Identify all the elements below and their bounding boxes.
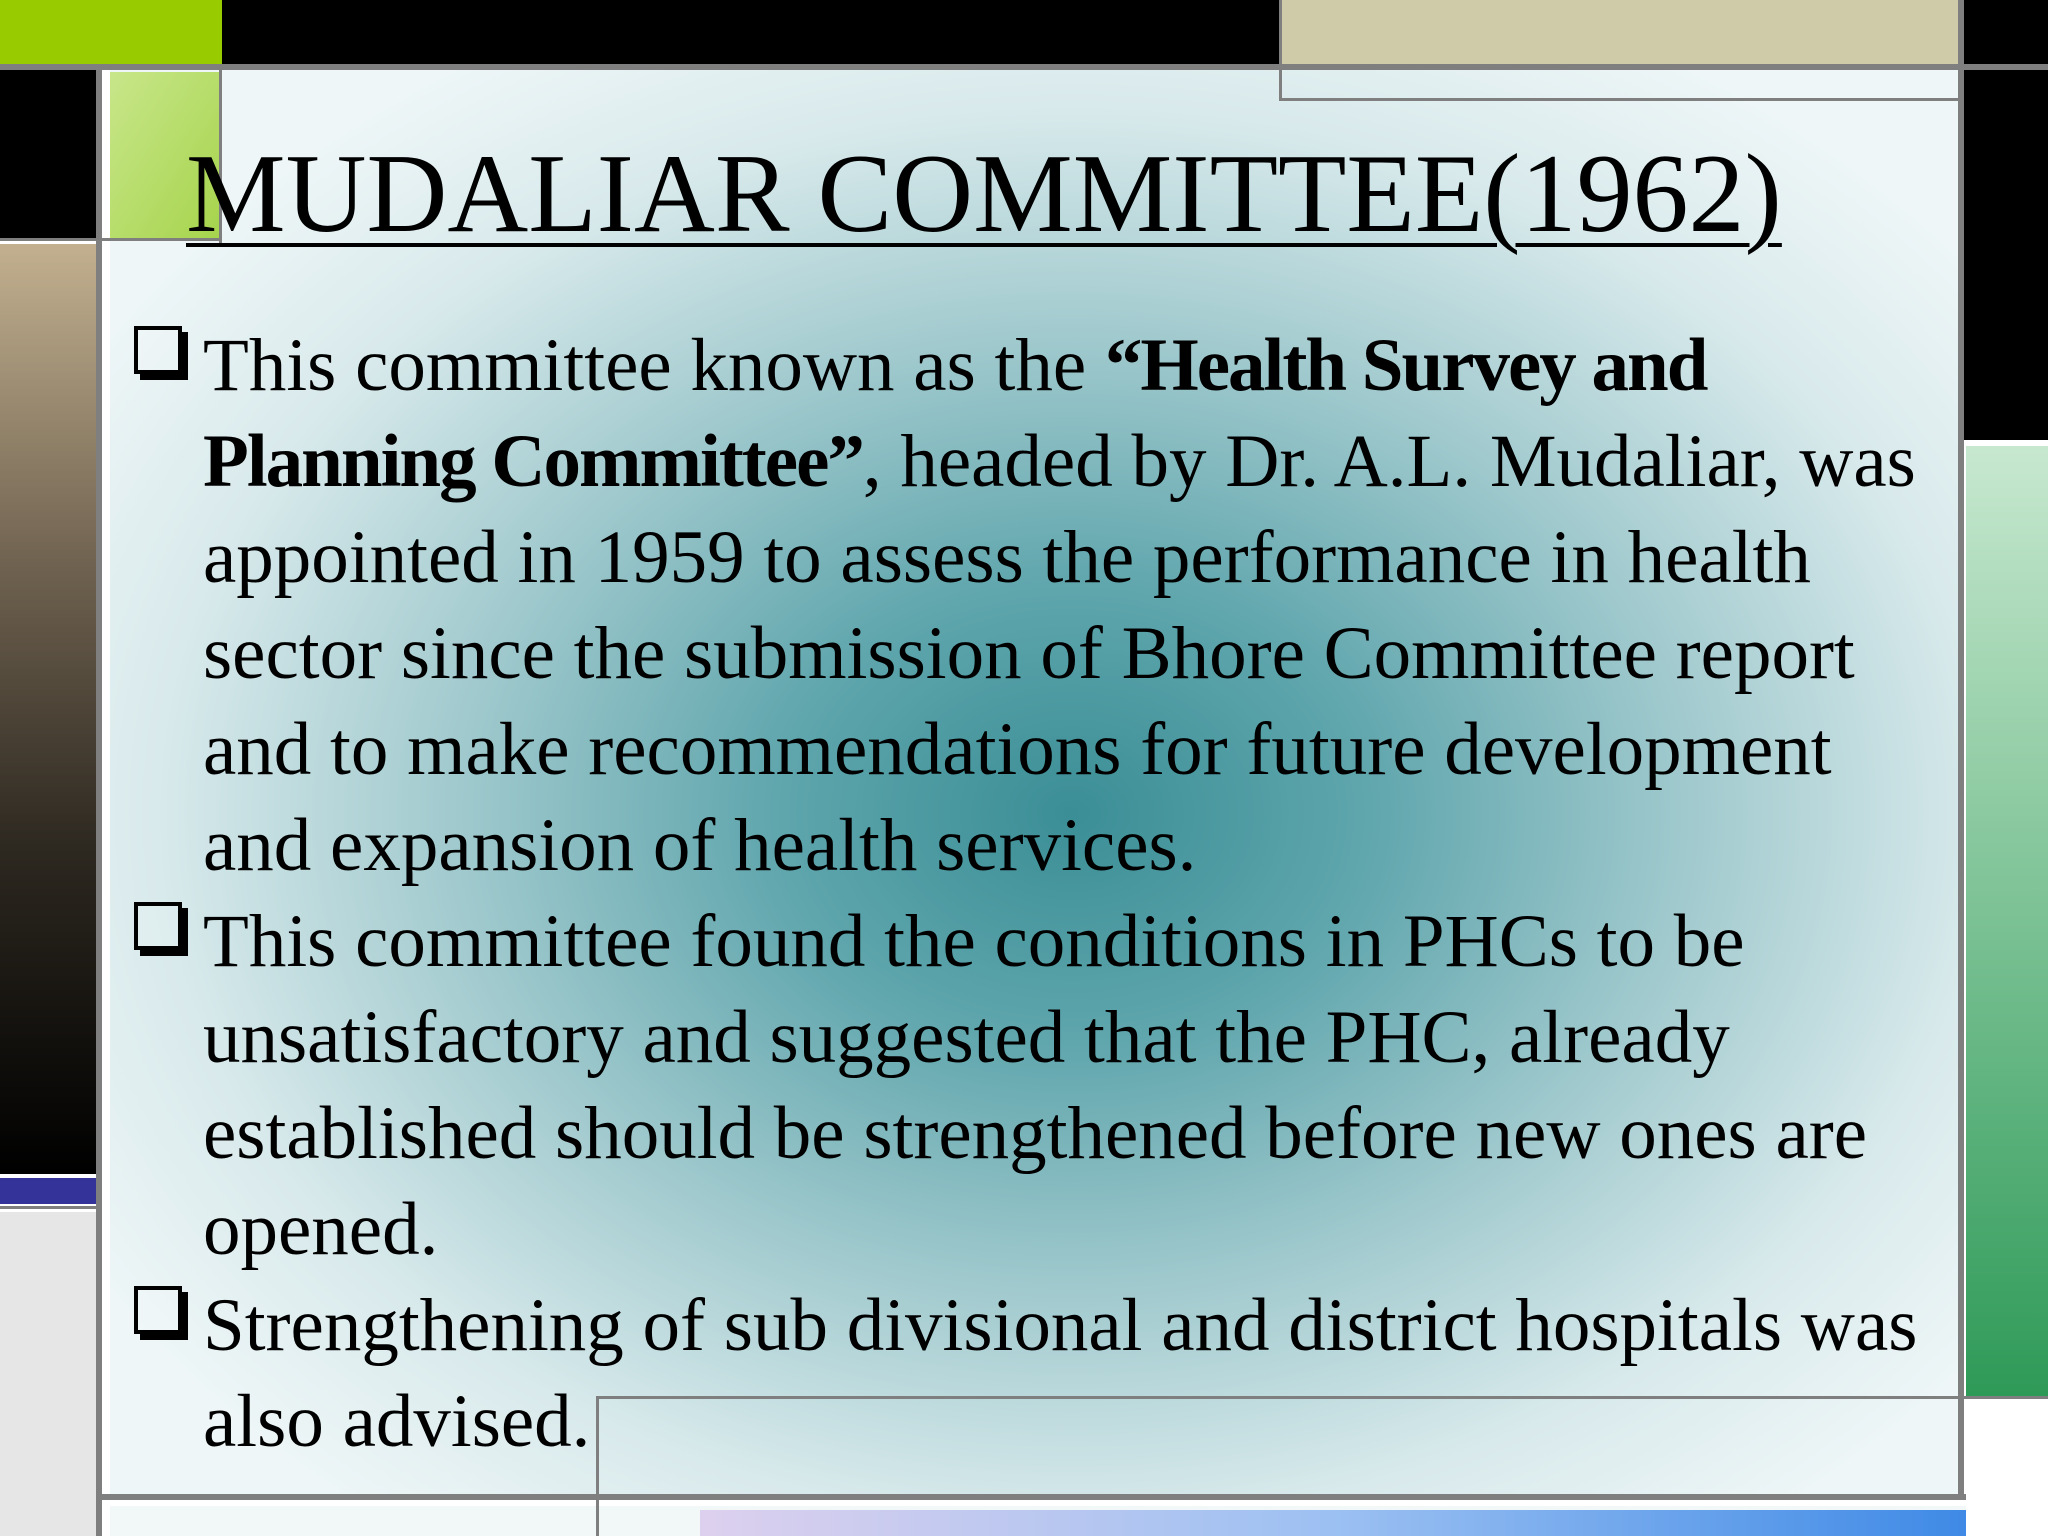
bullet-list <box>130 318 1920 1470</box>
right-green-block <box>1966 446 2048 1396</box>
frame-line-left-cross <box>0 238 96 241</box>
frame-line-top <box>0 64 2048 70</box>
square-checkbox-icon <box>134 1286 182 1334</box>
frame-line-right <box>1958 0 1964 1500</box>
bullet-item-1 <box>130 318 1920 894</box>
bullet-3-text: Strengthening of sub divisional and district hospitals was also advised. <box>203 1284 1918 1463</box>
frame-line-tan-left <box>1279 0 1282 100</box>
bullet-1-highlight: “Health Survey and Planning Committee” <box>203 324 1707 503</box>
square-checkbox-icon <box>134 326 182 374</box>
frame-line-left <box>96 64 102 1536</box>
left-gradient-block <box>0 244 96 1174</box>
frame-line-right-cross <box>1958 1396 2048 1399</box>
bullet-1-text-after: , headed by Dr. A.L. Mudaliar, was appointed in 1959 to assess the performance in health sector since the submission of Bhore Committee report and to make recommendations for future development and expansion of health services. <box>203 420 1916 887</box>
frame-line-bottom <box>96 1494 1966 1500</box>
bottom-gradient-bar <box>700 1510 1966 1536</box>
bullet-item-2 <box>130 894 1920 1278</box>
left-black-block <box>0 70 96 238</box>
bullet-item-3 <box>130 1278 1920 1470</box>
frame-line-tan-bottom <box>1279 98 1964 101</box>
square-checkbox-icon <box>134 902 182 950</box>
top-black-bar <box>222 0 1279 64</box>
bullet-2-text: This committee found the conditions in PHCs to be unsatisfactory and suggested that the PHC, already established should be strengthened before new ones are opened. <box>203 900 1868 1271</box>
left-bottom-gray-block <box>0 1212 96 1536</box>
slide-title: MUDALIAR COMMITTEE(1962) <box>186 132 1782 256</box>
frame-line-left-cross-2 <box>0 1206 96 1209</box>
left-blue-stripe <box>0 1178 96 1204</box>
bullet-1-text-before: This committee known as the <box>203 324 1105 407</box>
top-tan-block <box>1279 0 1958 64</box>
bottom-right-white-block <box>1966 1400 2048 1536</box>
top-green-block <box>0 0 222 64</box>
